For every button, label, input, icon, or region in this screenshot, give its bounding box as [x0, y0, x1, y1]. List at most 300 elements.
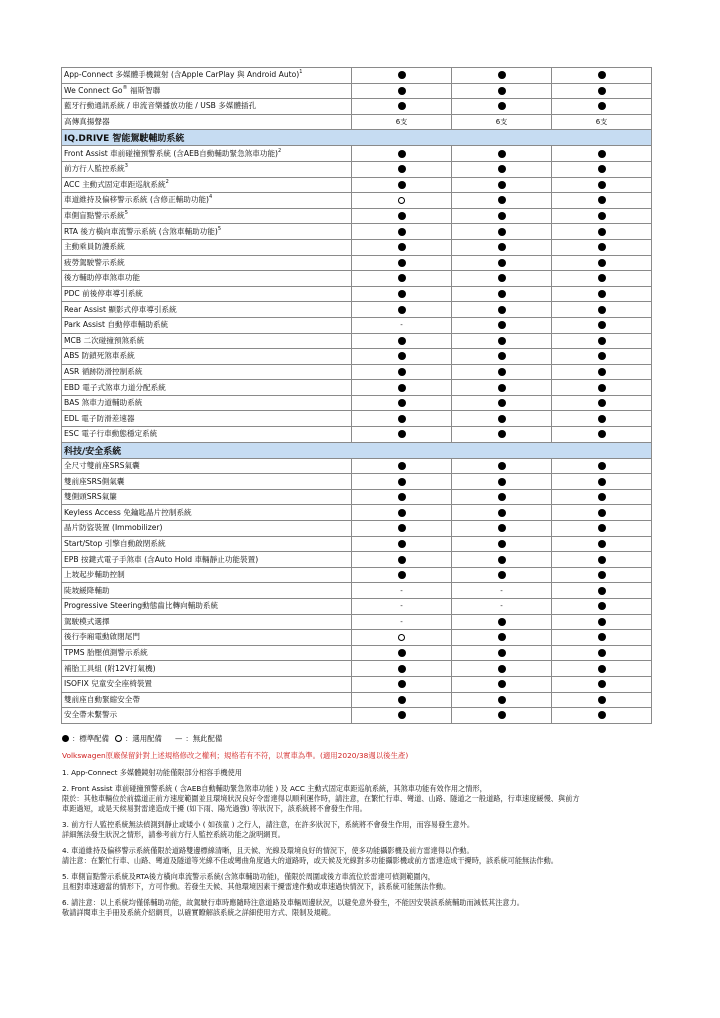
table-row: [62, 380, 652, 396]
standard-dot-icon: [598, 87, 606, 95]
trim-value-cell: [352, 349, 452, 365]
standard-dot-icon: [498, 509, 506, 517]
standard-dot-icon: [598, 259, 606, 267]
feature-label: EBD 電子式煞車力道分配系統: [64, 382, 166, 392]
standard-dot-icon: [498, 352, 506, 360]
table-row: [62, 489, 652, 505]
feature-label: ISOFIX 兒童安全座椅裝置: [64, 679, 153, 689]
feature-label: 雙側頭SRS氣簾: [64, 492, 117, 502]
feature-cell: [62, 521, 352, 537]
footnote-ref: 5: [217, 225, 221, 232]
standard-dot-icon: [598, 368, 606, 376]
footnote-line: 請注意：在繁忙行車、山路、彎道及隧道等光線不佳或彎曲角度過大的道路時，或天候及光線對多功能攝影機或前方雷達造成干擾時，該系統可能無法作動。: [62, 856, 558, 865]
optional-ring-icon: [398, 634, 405, 641]
feature-cell: [62, 161, 352, 177]
feature-cell: [62, 395, 352, 411]
none-dash-icon: -: [500, 586, 503, 595]
trim-value-cell: [552, 193, 652, 209]
trim-value-cell: [352, 68, 452, 84]
table-row: [62, 193, 652, 209]
standard-dot-icon: [398, 462, 406, 470]
table-row: [62, 427, 652, 443]
feature-cell: [62, 177, 352, 193]
trim-value-cell: [452, 68, 552, 84]
feature-cell: [62, 411, 352, 427]
trim-value-cell: [352, 474, 452, 490]
trim-value-cell: [352, 395, 452, 411]
standard-dot-icon: [498, 196, 506, 204]
standard-dot-icon: [398, 384, 406, 392]
trim-value-cell: [452, 99, 552, 115]
feature-label: EPB 按鍵式電子手煞車 (含Auto Hold 車輛靜止功能裝置): [64, 554, 259, 564]
trim-value-cell: [352, 630, 452, 646]
feature-cell: [62, 380, 352, 396]
legend-optional: ：選用配備: [124, 734, 162, 743]
trim-value-cell: [352, 83, 452, 99]
standard-dot-icon: [498, 337, 506, 345]
standard-dot-icon: [498, 399, 506, 407]
feature-cell: [62, 255, 352, 271]
trim-value-cell: [452, 505, 552, 521]
trim-value-cell: [552, 630, 652, 646]
table-row: [62, 161, 652, 177]
standard-dot-icon: [498, 259, 506, 267]
table-row: [62, 83, 652, 99]
trim-value-cell: [352, 302, 452, 318]
standard-dot-icon: [598, 306, 606, 314]
feature-cell: [62, 536, 352, 552]
feature-label: MCB 二次碰撞預煞系統: [64, 335, 145, 345]
standard-dot-icon: [498, 274, 506, 282]
standard-dot-icon: [498, 618, 506, 626]
trim-value-cell: [452, 208, 552, 224]
trim-value-cell: [552, 521, 652, 537]
feature-label: 全尺寸雙前座SRS氣囊: [64, 460, 140, 470]
feature-cell: [62, 114, 352, 130]
footnote: [62, 846, 662, 866]
trim-value-cell: [452, 552, 552, 568]
standard-dot-icon: [498, 665, 506, 673]
standard-dot-icon: [398, 711, 406, 719]
trim-value-cell: [352, 380, 452, 396]
none-dash-icon: -: [400, 617, 403, 626]
standard-dot-icon: [498, 212, 506, 220]
trim-value-cell: [452, 177, 552, 193]
feature-cell: [62, 599, 352, 615]
footnote-ref: 1: [299, 69, 303, 76]
table-row: [62, 255, 652, 271]
standard-dot-icon: [498, 649, 506, 657]
trim-value-cell: [352, 567, 452, 583]
standard-dot-icon: [498, 321, 506, 329]
trim-value-cell: [552, 427, 652, 443]
standard-dot-icon: [398, 368, 406, 376]
feature-cell: [62, 302, 352, 318]
trim-value-cell: [352, 114, 452, 130]
trim-value-cell: [552, 380, 652, 396]
standard-dot-icon: [398, 399, 406, 407]
standard-dot-icon: [398, 556, 406, 564]
footnote-line: 詳細無法發生狀況之情形，請參考前方行人監控系統功能之說明網頁。: [62, 830, 285, 839]
feature-cell: [62, 349, 352, 365]
table-row: [62, 333, 652, 349]
trim-value-cell: [452, 458, 552, 474]
standard-dot-icon: [398, 290, 406, 298]
value-text: 6支: [395, 118, 408, 127]
standard-dot-icon: [598, 181, 606, 189]
standard-dot-icon: [498, 633, 506, 641]
trim-value-cell: [552, 505, 652, 521]
trim-value-cell: [552, 83, 652, 99]
feature-label: Keyless Access 免鑰匙晶片控制系統: [64, 507, 192, 517]
standard-dot-icon: [598, 524, 606, 532]
trim-value-cell: [552, 708, 652, 724]
feature-cell: [62, 83, 352, 99]
standard-dot-icon: [598, 711, 606, 719]
standard-dot-icon: [398, 696, 406, 704]
footnote-line: 敬請詳閱車主手冊及系統介紹網頁，以確實瞭解該系統之詳細使用方式、限制及規範。: [62, 908, 336, 917]
feature-label: 前方行人監控系統: [64, 164, 125, 174]
standard-dot-icon: [398, 337, 406, 345]
table-row: [62, 536, 652, 552]
standard-dot-icon: [598, 352, 606, 360]
trim-value-cell: [352, 505, 452, 521]
trim-value-cell: [552, 536, 652, 552]
spec-table: [61, 67, 652, 724]
feature-label: BAS 煞車力道輔助系統: [64, 398, 143, 408]
trim-value-cell: [352, 489, 452, 505]
trim-value-cell: [552, 552, 652, 568]
trim-value-cell: [452, 708, 552, 724]
trim-value-cell: [352, 458, 452, 474]
trim-value-cell: [352, 583, 452, 599]
footnote-line: 車距過短，或是天候易對雷達造成干擾 (如下雨、陽光過強) 等狀況下，該系統將不會發生作用。: [62, 804, 367, 813]
trim-value-cell: [452, 317, 552, 333]
trim-value-cell: [552, 458, 652, 474]
trim-value-cell: [452, 271, 552, 287]
footnote-line: 且相對車速適當的情形下，方可作動。若發生天候、其他環境因素干擾雷達作動或車速過快情況下，該系統可能無法作動。: [62, 882, 451, 891]
table-row: [62, 552, 652, 568]
footnote-line: 3. 前方行人監控系統無法偵測到靜止或矮小 ( 如孩童 ) 之行人，請注意，在許多狀況下，系統將不會發生作用，而容易發生意外。: [62, 820, 475, 829]
feature-label: 疲勞駕駛警示系統: [64, 257, 125, 267]
table-row: [62, 645, 652, 661]
table-row: [62, 614, 652, 630]
trim-value-cell: [352, 692, 452, 708]
table-row: [62, 521, 652, 537]
standard-dot-icon: [598, 602, 606, 610]
table-row: [62, 458, 652, 474]
footnote-ref: 3: [124, 163, 128, 170]
trim-value-cell: [452, 286, 552, 302]
feature-label: RTA 後方橫向車流警示系統 (含煞車輔助功能): [64, 226, 218, 236]
trim-value-cell: [452, 489, 552, 505]
trim-value-cell: [452, 395, 552, 411]
trim-value-cell: [552, 676, 652, 692]
feature-cell: [62, 271, 352, 287]
feature-cell: [62, 286, 352, 302]
table-row: [62, 567, 652, 583]
feature-label: Progressive Steering動態齒比轉向輔助系統: [64, 601, 219, 611]
standard-dot-icon: [598, 196, 606, 204]
feature-label: 主動乘員防護系統: [64, 242, 125, 252]
footnote: [62, 784, 662, 814]
standard-dot-icon: [598, 680, 606, 688]
trim-value-cell: [452, 536, 552, 552]
standard-dot-icon: [598, 618, 606, 626]
feature-label: 高傳真揚聲器: [64, 117, 110, 127]
trim-value-cell: [352, 255, 452, 271]
trim-value-cell: [452, 692, 552, 708]
feature-label: We Connect Go: [64, 85, 123, 95]
footnote-ref: 2: [165, 178, 169, 185]
table-row: [62, 395, 652, 411]
standard-dot-icon: [498, 478, 506, 486]
section-title: IQ.DRIVE 智能駕駛輔助系統: [62, 130, 652, 146]
table-row: [62, 708, 652, 724]
feature-label: 後方輔助停車煞車功能: [64, 273, 140, 283]
trim-value-cell: [452, 645, 552, 661]
trim-value-cell: [452, 239, 552, 255]
standard-dot-icon: [598, 321, 606, 329]
trim-value-cell: [452, 599, 552, 615]
standard-dot-icon: [498, 540, 506, 548]
standard-dot-icon: [498, 165, 506, 173]
standard-dot-icon: [598, 633, 606, 641]
trim-value-cell: [352, 146, 452, 162]
standard-dot-icon: [398, 680, 406, 688]
table-row: [62, 99, 652, 115]
standard-dot-icon: [598, 571, 606, 579]
standard-dot-icon: [398, 71, 406, 79]
trim-value-cell: [452, 224, 552, 240]
standard-dot-icon: [398, 665, 406, 673]
standard-dot-icon: [398, 509, 406, 517]
trim-value-cell: [452, 83, 552, 99]
feature-label: 陡坡緩降輔助: [64, 585, 110, 595]
trim-value-cell: [552, 317, 652, 333]
feature-label: App-Connect 多媒體手機鏡射 (含Apple CarPlay 與 Android Auto): [64, 70, 300, 80]
trim-value-cell: [352, 364, 452, 380]
footnote: [62, 898, 662, 918]
trim-value-cell: [352, 177, 452, 193]
feature-cell: [62, 661, 352, 677]
trim-value-cell: [452, 146, 552, 162]
table-row: [62, 630, 652, 646]
standard-dot-icon: [598, 462, 606, 470]
standard-dot-icon: [598, 665, 606, 673]
table-row: [62, 271, 652, 287]
section-title: 科技/安全系統: [62, 442, 652, 458]
table-row: [62, 239, 652, 255]
standard-dot-icon: [598, 384, 606, 392]
none-dash-icon: -: [400, 321, 403, 330]
trim-value-cell: [352, 161, 452, 177]
feature-cell: [62, 239, 352, 255]
trim-value-cell: [452, 474, 552, 490]
feature-label: 雙前座SRS側氣囊: [64, 476, 125, 486]
feature-label: 上坡起步輔助控制: [64, 570, 125, 580]
feature-label: 雙前座自動緊縮安全帶: [64, 694, 140, 704]
feature-cell: [62, 583, 352, 599]
feature-label: PDC 前後停車導引系統: [64, 289, 143, 299]
trim-value-cell: [452, 302, 552, 318]
feature-label: ASR 循跡防滑控制系統: [64, 366, 143, 376]
standard-dot-icon: [398, 493, 406, 501]
footnote: [62, 872, 662, 892]
feature-cell: [62, 614, 352, 630]
trim-value-cell: [352, 645, 452, 661]
standard-dot-icon: [598, 274, 606, 282]
standard-dot-icon: [598, 212, 606, 220]
footnote-ref: 5: [124, 210, 128, 217]
feature-label: 駕駛模式選擇: [64, 616, 110, 626]
standard-dot-icon: [498, 384, 506, 392]
standard-dot-icon: [498, 368, 506, 376]
feature-cell: [62, 692, 352, 708]
footnote-line: 1. App-Connect 多媒體鏡射功能僅限部分相容手機使用: [62, 768, 242, 777]
feature-cell: [62, 630, 352, 646]
trim-value-cell: [552, 99, 652, 115]
table-row: [62, 599, 652, 615]
feature-label: 補胎工具組 (附12V打氣機): [64, 663, 156, 673]
standard-dot-icon: [398, 150, 406, 158]
standard-dot-icon: [498, 493, 506, 501]
standard-dot-icon: [398, 243, 406, 251]
trim-value-cell: [552, 395, 652, 411]
feature-label: ACC 主動式固定車距巡航系統: [64, 179, 166, 189]
standard-dot-icon: [598, 228, 606, 236]
standard-dot-icon: [498, 462, 506, 470]
table-row: [62, 505, 652, 521]
section-header: [62, 130, 652, 146]
table-row: [62, 349, 652, 365]
standard-dot-icon: [598, 165, 606, 173]
feature-cell: [62, 458, 352, 474]
standard-dot-icon: [498, 290, 506, 298]
table-row: [62, 411, 652, 427]
feature-cell: [62, 317, 352, 333]
standard-dot-icon: [498, 150, 506, 158]
trim-value-cell: [352, 536, 452, 552]
trim-value-cell: [552, 239, 652, 255]
standard-dot-icon: [598, 540, 606, 548]
trim-value-cell: [452, 255, 552, 271]
feature-label: 藍牙行動通訊系統 / 串流音樂播放功能 / USB 多媒體插孔: [64, 101, 257, 111]
trim-value-cell: [552, 583, 652, 599]
none-dash-icon: -: [400, 586, 403, 595]
standard-dot-icon: [498, 71, 506, 79]
feature-label: Front Assist 車前碰撞預警系統 (含AEB自動輔助緊急煞車功能): [64, 148, 279, 158]
trim-value-cell: [452, 349, 552, 365]
footnote: [62, 820, 662, 840]
trim-value-cell: [552, 208, 652, 224]
trim-value-cell: [552, 645, 652, 661]
feature-label: ESC 電子行車動態穩定系統: [64, 429, 158, 439]
table-row: [62, 692, 652, 708]
feature-cell: [62, 427, 352, 443]
section-header: [62, 442, 652, 458]
feature-label: 後行李廂電動啟閉尾門: [64, 632, 140, 642]
trim-value-cell: [552, 177, 652, 193]
feature-label: ABS 防鎖死煞車系統: [64, 351, 135, 361]
standard-dot-icon: [498, 711, 506, 719]
feature-label: EDL 電子防滑差速器: [64, 413, 135, 423]
trim-value-cell: [352, 676, 452, 692]
feature-label: 安全帶未繫警示: [64, 710, 118, 720]
table-row: [62, 208, 652, 224]
standard-dot-icon: [398, 306, 406, 314]
feature-label: TPMS 胎壓偵測警示系統: [64, 648, 148, 658]
standard-dot-icon: [498, 680, 506, 688]
table-row: [62, 474, 652, 490]
optional-ring-icon: [398, 197, 405, 204]
feature-cell: [62, 224, 352, 240]
trim-value-cell: [452, 567, 552, 583]
footnote-ref: ®: [122, 84, 128, 91]
table-row: [62, 286, 652, 302]
feature-label-suffix: 福斯智聯: [127, 85, 161, 95]
feature-cell: [62, 208, 352, 224]
trim-value-cell: [352, 521, 452, 537]
table-row: [62, 224, 652, 240]
feature-cell: [62, 193, 352, 209]
footnote-line: 2. Front Assist 車前碰撞預警系統 ( 含AEB自動輔助緊急煞車功能 ) 及 ACC 主動式固定車距巡航系統，其煞車功能有效作用之情形，: [62, 784, 487, 793]
trim-value-cell: [352, 224, 452, 240]
feature-cell: [62, 505, 352, 521]
value-text: 6支: [595, 118, 608, 127]
trim-value-cell: [452, 193, 552, 209]
standard-dot-icon: [398, 181, 406, 189]
trim-value-cell: [552, 474, 652, 490]
trim-value-cell: [452, 411, 552, 427]
standard-dot-icon: [398, 430, 406, 438]
feature-cell: [62, 567, 352, 583]
standard-dot-icon: [598, 430, 606, 438]
trim-value-cell: [352, 708, 452, 724]
trim-value-cell: [352, 427, 452, 443]
trim-value-cell: [552, 333, 652, 349]
standard-dot-icon: [598, 587, 606, 595]
trim-value-cell: [552, 692, 652, 708]
trim-value-cell: [452, 661, 552, 677]
feature-cell: [62, 552, 352, 568]
trim-value-cell: [352, 208, 452, 224]
standard-dot-icon: [498, 102, 506, 110]
standard-dot-icon: [598, 150, 606, 158]
table-row: [62, 177, 652, 193]
trim-value-cell: [352, 99, 452, 115]
standard-dot-icon: [598, 243, 606, 251]
footnote-line: 6. 請注意：以上系統均僅係輔助功能，故駕駛行車時應隨時注意道路及車輛周邊狀況，以避免意外發生，不能因安裝該系統輔助而減低其注意力。: [62, 898, 524, 907]
trim-value-cell: [352, 286, 452, 302]
trim-value-cell: [552, 68, 652, 84]
standard-dot-icon: [498, 524, 506, 532]
trim-value-cell: [352, 614, 452, 630]
standard-dot-icon: [398, 165, 406, 173]
standard-dot-icon: [598, 556, 606, 564]
trim-value-cell: [452, 614, 552, 630]
feature-label: Park Assist 自動停車輔助系統: [64, 320, 169, 330]
trim-value-cell: [452, 333, 552, 349]
standard-dot-icon: [398, 524, 406, 532]
table-row: [62, 364, 652, 380]
table-row: [62, 583, 652, 599]
feature-cell: [62, 333, 352, 349]
feature-label: Rear Assist 顯影式停車導引系統: [64, 304, 177, 314]
standard-dot-icon: [498, 696, 506, 704]
footnote-ref: 2: [278, 147, 282, 154]
trim-value-cell: [552, 364, 652, 380]
